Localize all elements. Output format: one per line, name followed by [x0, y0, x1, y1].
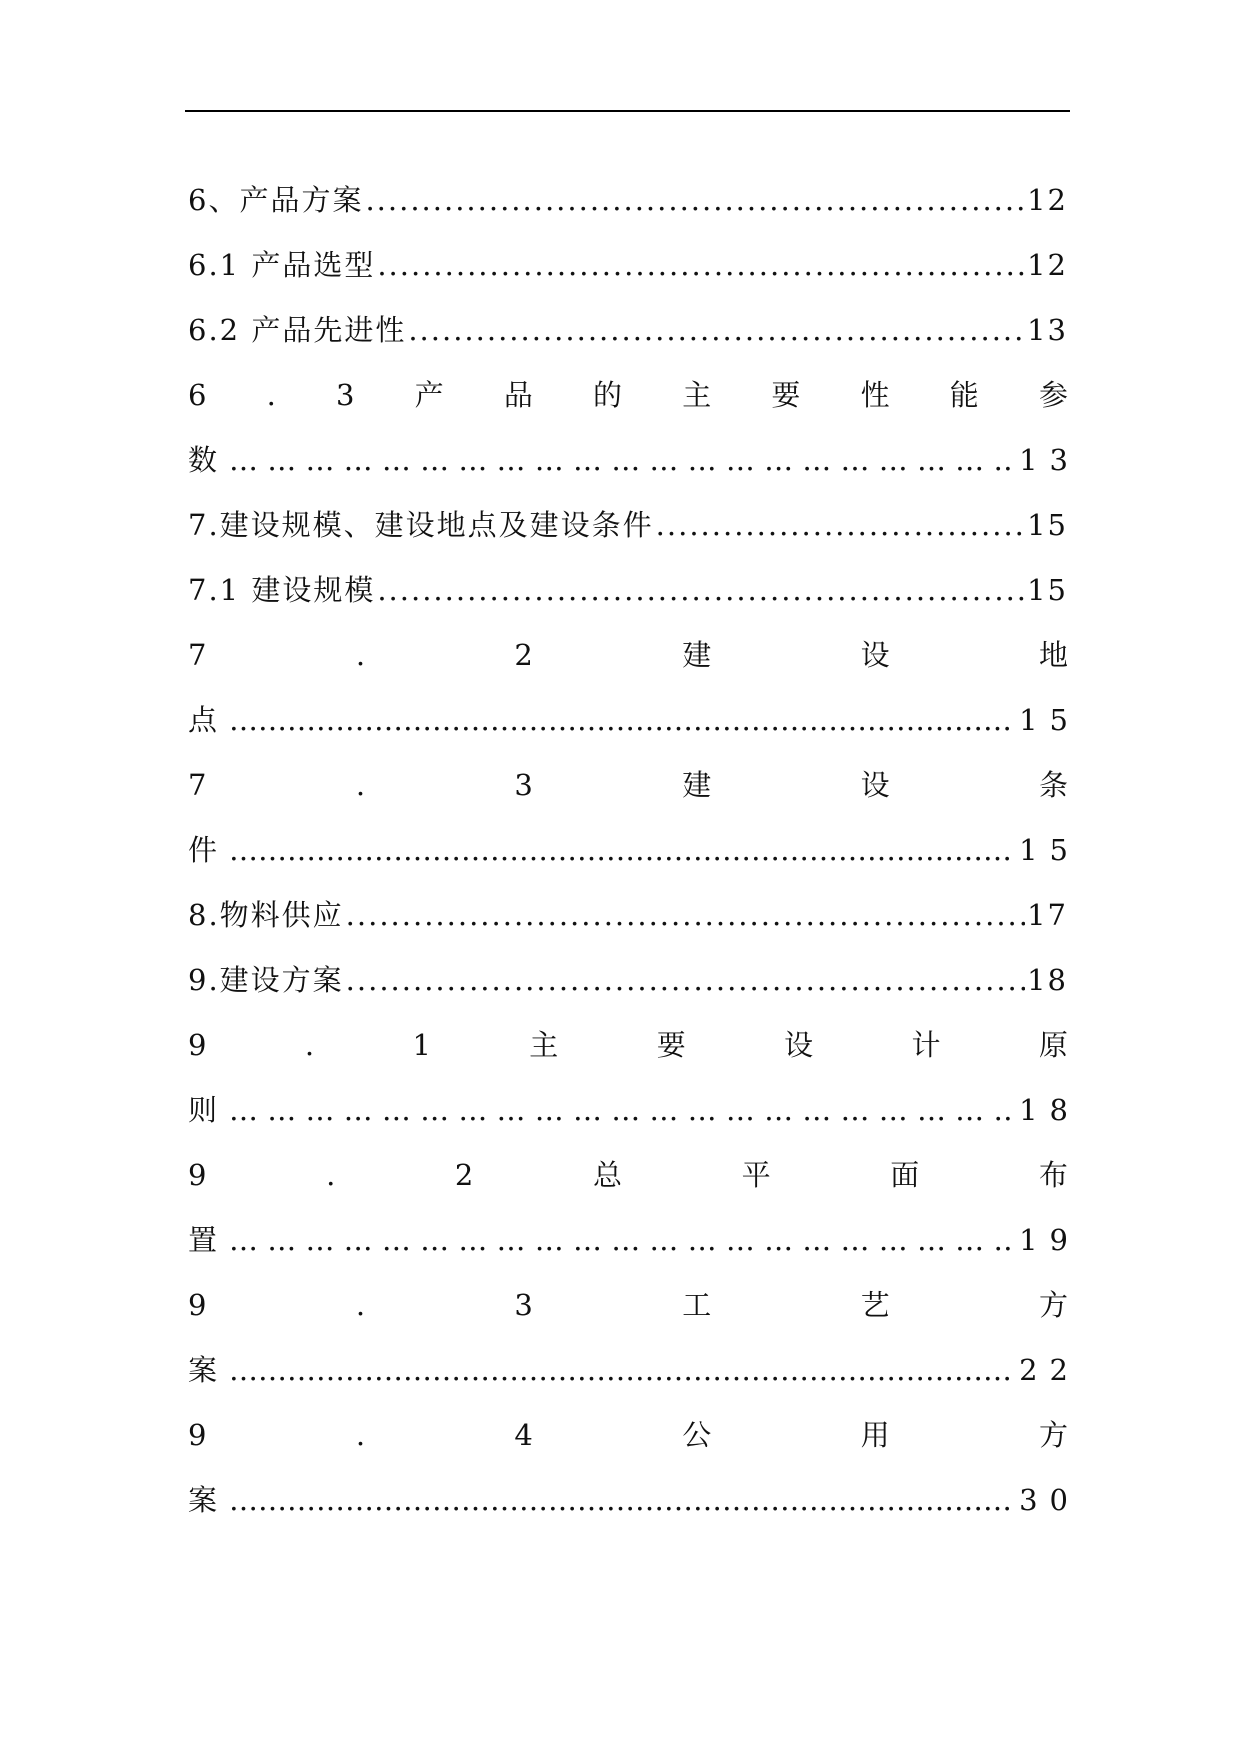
dot-leader	[656, 506, 1025, 544]
toc-glyph: .	[355, 768, 366, 802]
header-rule	[185, 110, 1070, 112]
toc-page-number: 13	[1019, 443, 1080, 477]
dot-leader	[408, 311, 1025, 349]
toc-entry-title: 6.2 产品先进性	[188, 313, 407, 347]
toc-glyph: 总	[593, 1158, 623, 1192]
toc-glyph: 3	[336, 378, 355, 412]
toc-page-number: 19	[1019, 1223, 1080, 1257]
toc-glyph: 用	[860, 1418, 890, 1452]
toc-glyph: 9	[188, 1418, 207, 1452]
toc-entry[interactable]	[188, 506, 1068, 571]
toc-glyph: 主	[529, 1028, 559, 1062]
toc-glyph: 6	[188, 378, 207, 412]
toc-page-number: 18	[1019, 1093, 1080, 1127]
toc-entry[interactable]	[188, 311, 1068, 376]
dot-leader	[346, 961, 1025, 999]
toc-glyph: 主	[682, 378, 712, 412]
ellipsis-leader	[229, 831, 1015, 869]
toc-glyph: 能	[949, 378, 979, 412]
toc-entry-continuation[interactable]	[188, 831, 1080, 896]
toc-entry-title: 7.建设规模、建设地点及建设条件	[188, 508, 654, 542]
toc-glyph: 要	[656, 1028, 686, 1062]
ellipsis-leader	[229, 701, 1015, 739]
toc-entry[interactable]	[188, 961, 1068, 1026]
toc-glyph: 建	[682, 638, 712, 672]
toc-glyph: 3	[514, 1288, 533, 1322]
toc-glyph: 参	[1038, 378, 1068, 412]
toc-glyph: 9	[188, 1028, 207, 1062]
toc-glyph: 地	[1038, 638, 1068, 672]
toc-glyph: 9	[188, 1158, 207, 1192]
toc-glyph: 1	[412, 1028, 431, 1062]
toc-glyph: 2	[514, 638, 533, 672]
toc-entry[interactable]	[188, 246, 1068, 311]
dot-leader	[346, 896, 1025, 934]
ellipsis-leader	[229, 1351, 1015, 1389]
toc-glyph: 的	[593, 378, 623, 412]
toc-entry-continuation[interactable]	[188, 1351, 1080, 1416]
toc-entry-continuation[interactable]	[188, 1221, 1080, 1286]
toc-glyph: 9	[188, 1288, 207, 1322]
ellipsis-leader	[229, 1221, 1015, 1259]
toc-glyph: 3	[514, 768, 533, 802]
table-of-contents	[188, 181, 1080, 1546]
toc-entry-title-end: 点	[188, 703, 218, 737]
toc-page-number: 13	[1027, 313, 1068, 347]
ellipsis-leader	[229, 1481, 1015, 1519]
toc-entry-title-end: 案	[188, 1353, 218, 1387]
toc-page-number: 12	[1027, 248, 1068, 282]
toc-glyph: 计	[911, 1028, 941, 1062]
toc-glyph: 设	[860, 638, 890, 672]
toc-page-number: 18	[1027, 963, 1068, 997]
toc-glyph: 面	[890, 1158, 920, 1192]
toc-glyph: 产	[414, 378, 444, 412]
toc-glyph: .	[326, 1158, 336, 1192]
toc-glyph: 要	[771, 378, 801, 412]
toc-page-number: 15	[1027, 573, 1068, 607]
toc-entry-title-end: 则	[188, 1093, 218, 1127]
toc-entry-spread-line[interactable]	[188, 1286, 1068, 1351]
toc-page-number: 30	[1019, 1483, 1080, 1517]
toc-page-number: 22	[1019, 1353, 1080, 1387]
toc-glyph: 布	[1038, 1158, 1068, 1192]
toc-entry-continuation[interactable]	[188, 1091, 1080, 1156]
toc-glyph: 工	[682, 1288, 712, 1322]
dot-leader	[377, 571, 1025, 609]
toc-entry-spread-line[interactable]	[188, 636, 1068, 701]
toc-glyph: 原	[1038, 1028, 1068, 1062]
toc-glyph: 建	[682, 768, 712, 802]
toc-glyph: .	[266, 378, 276, 412]
toc-glyph: 2	[454, 1158, 474, 1192]
toc-entry[interactable]	[188, 181, 1068, 246]
ellipsis-leader	[229, 1091, 1015, 1129]
toc-glyph: 4	[514, 1418, 533, 1452]
dot-leader	[377, 246, 1025, 284]
toc-entry-title-end: 件	[188, 833, 218, 867]
toc-entry-continuation[interactable]	[188, 1481, 1080, 1546]
toc-glyph: 性	[860, 378, 890, 412]
ellipsis-leader	[229, 441, 1015, 479]
toc-entry-title-end: 置	[188, 1223, 218, 1257]
toc-glyph: 7	[188, 638, 207, 672]
toc-entry-spread-line[interactable]	[188, 766, 1068, 831]
toc-glyph: 设	[784, 1028, 814, 1062]
toc-glyph: 平	[741, 1158, 771, 1192]
toc-entry-continuation[interactable]	[188, 701, 1080, 766]
toc-glyph: 艺	[860, 1288, 890, 1322]
toc-entry-title-end: 数	[188, 443, 218, 477]
toc-entry-title-end: 案	[188, 1483, 218, 1517]
toc-glyph: 条	[1038, 768, 1068, 802]
toc-glyph: 公	[682, 1418, 712, 1452]
toc-entry-title: 8.物料供应	[188, 898, 344, 932]
toc-glyph: .	[355, 638, 366, 672]
toc-page-number: 12	[1027, 183, 1068, 217]
dot-leader	[365, 181, 1025, 219]
toc-entry-title: 6、产品方案	[188, 183, 364, 217]
toc-page-number: 17	[1027, 898, 1068, 932]
toc-entry[interactable]	[188, 571, 1068, 636]
toc-entry-title: 9.建设方案	[188, 963, 344, 997]
toc-entry-spread-line[interactable]	[188, 1156, 1068, 1221]
toc-entry-continuation[interactable]	[188, 441, 1080, 506]
toc-entry-title: 7.1 建设规模	[188, 573, 376, 607]
toc-glyph: 方	[1038, 1418, 1068, 1452]
toc-entry-title: 6.1 产品选型	[188, 248, 376, 282]
toc-glyph: 方	[1038, 1288, 1068, 1322]
toc-glyph: .	[355, 1288, 366, 1322]
toc-entry-spread-line[interactable]	[188, 1416, 1068, 1481]
toc-glyph: 设	[860, 768, 890, 802]
toc-page-number: 15	[1027, 508, 1068, 542]
toc-entry[interactable]	[188, 896, 1068, 961]
toc-page-number: 15	[1019, 703, 1080, 737]
toc-glyph: 品	[503, 378, 533, 412]
toc-glyph: .	[304, 1028, 315, 1062]
toc-glyph: .	[355, 1418, 366, 1452]
toc-page-number: 15	[1019, 833, 1080, 867]
toc-entry-spread-line[interactable]	[188, 1026, 1068, 1091]
toc-entry-spread-line[interactable]	[188, 376, 1068, 441]
toc-glyph: 7	[188, 768, 207, 802]
